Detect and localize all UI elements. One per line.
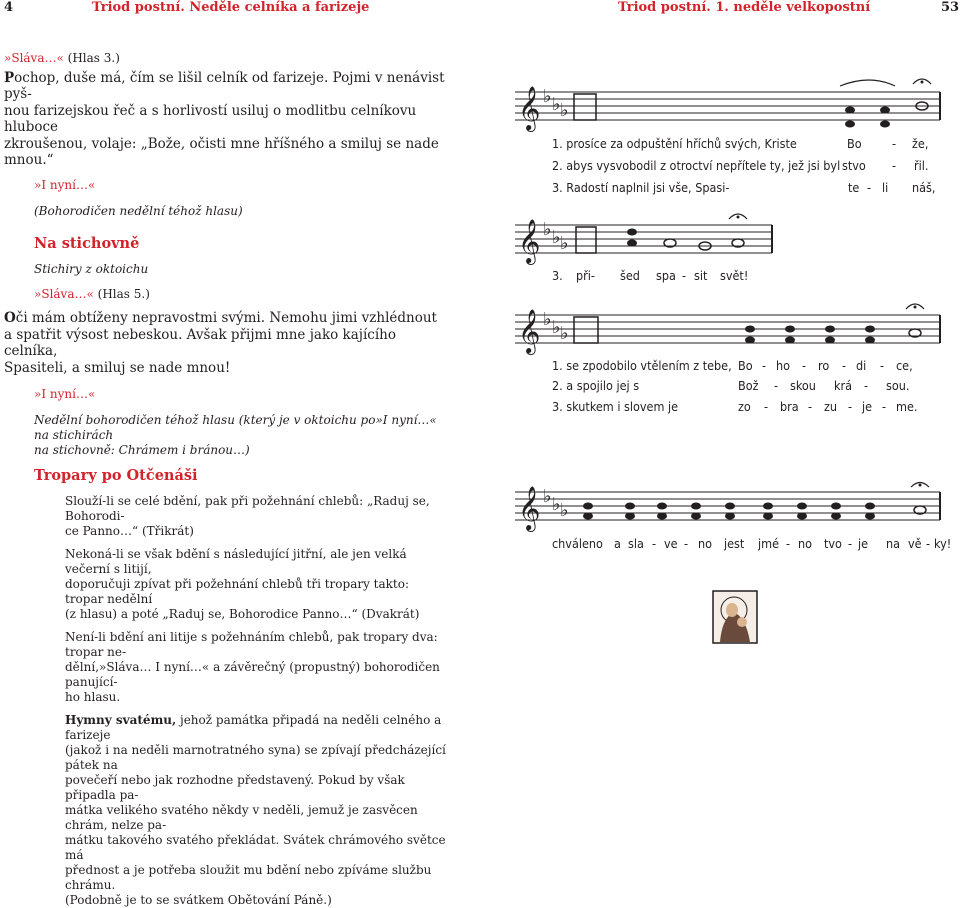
rubric-line: (Podobně je to se svátkem Obětování Páně.)	[65, 893, 332, 907]
flat-icon: ♭	[543, 86, 552, 107]
music-staff-1	[510, 72, 950, 136]
i-nyni-1: »I nyní…«	[34, 177, 96, 192]
heading-na-stichovne: Na stichovně	[34, 234, 140, 252]
bohorodicen-note-2b: na stichovně: Chrámem i bránou…)	[34, 442, 250, 457]
rubric-line: Není-li bdění ani litije s požehnáním chlebů, pak tropary dva: tropar ne-	[65, 630, 438, 659]
flat-icon: ♭	[560, 100, 569, 121]
right-running-title: Triod postní. 1. neděle velkopostní	[618, 0, 871, 15]
treble-clef-icon: 𝄞	[518, 486, 541, 530]
rubric-line: mátka velikého svatého někdy v neděli, jemuž je zasvěcen chrám, nelze pa-	[65, 803, 418, 832]
flat-icon: ♭	[560, 500, 569, 521]
left-page-number: 4	[4, 0, 14, 15]
rubric-line: povečeří nebo jak rozhodne představený. Pokud by však připadla pa-	[65, 773, 405, 802]
note-chords-icon	[583, 503, 875, 520]
rubric-line: Nekoná-li se však bdění s následující jitřní, ale jen velká večerní s litijí,	[65, 547, 407, 576]
rubric-line: doporučuji zpívat při požehnání chlebů tři tropary takto: tropar nedělní	[65, 577, 410, 606]
bohorodicen-note-2a: Nedělní bohorodičen téhož hlasu (který je v oktoichu po»I nyní…« na stichirách	[34, 412, 437, 442]
rubric-line: Slouží-li se celé bdění, pak při požehnání chlebů: „Raduj se, Bohorodi-	[65, 494, 430, 523]
paragraph-line: a spatřit výsost nebeskou. Avšak přijmi mne jako kajícího celníka,	[4, 326, 396, 359]
rubric-line: (z hlasu) a poté „Raduj se, Bohorodice Panno…“ (Dvakrát)	[65, 607, 420, 621]
right-page-number: 53	[941, 0, 960, 15]
rubric-block	[65, 494, 450, 908]
rubric-line: mátku takového svatého překládat. Svátek chrámového světce má	[65, 833, 446, 862]
breve-note-icon	[574, 317, 598, 343]
music-staff-4	[510, 478, 950, 534]
breve-note-icon	[574, 94, 596, 120]
heading-tropary: Tropary po Otčenáši	[34, 466, 198, 484]
paragraph-line: mnou.“	[4, 152, 54, 168]
treble-clef-icon: 𝄞	[518, 219, 541, 263]
note-icon	[880, 107, 890, 114]
note-icon	[845, 121, 855, 128]
rubric-line: přednost a je potřeba sloužit mu bdění nebo zpíváme službu chrámu.	[65, 863, 432, 892]
music-staff-2	[510, 205, 780, 265]
paragraph-line: nou farizejskou řeč a s horlivostí usiluj o modlitbu celníkovu hluboce	[4, 102, 417, 135]
rubric-line: (jakož i na neděli marnotratného syna) se zpívají předcházející pátek na	[65, 743, 446, 772]
slur-icon	[840, 80, 895, 86]
note-icon	[627, 240, 637, 247]
theotokos-icon	[712, 590, 758, 644]
paragraph-line: zkroušenou, volaje: „Bože, očisti mne hříšného a smiluj se nade	[4, 135, 439, 152]
flat-icon: ♭	[543, 309, 552, 330]
flat-icon: ♭	[560, 323, 569, 344]
note-icon	[880, 121, 890, 128]
flat-icon: ♭	[552, 227, 561, 248]
i-nyni-2: »I nyní…«	[34, 387, 96, 401]
treble-clef-icon: 𝄞	[518, 86, 541, 130]
note-icon	[627, 229, 637, 236]
flat-icon: ♭	[543, 486, 552, 507]
flat-icon: ♭	[543, 219, 552, 240]
slava-hlas-5: »Sláva…« (Hlas 5.)	[34, 286, 150, 301]
paragraph-pochop: Pochop, duše má, čím se lišil celník od farizeje. Pojmi v nenávist pyš-	[4, 69, 445, 102]
rubric-line: ce Panno…“ (Třikrát)	[65, 524, 194, 538]
flat-icon: ♭	[552, 317, 561, 338]
music-staff-3	[510, 295, 950, 357]
rubric-line: ho hlasu.	[65, 690, 121, 704]
flat-icon: ♭	[560, 233, 569, 254]
breve-note-icon	[576, 227, 596, 253]
treble-clef-icon: 𝄞	[518, 309, 541, 353]
rubric-line: dělní,»Sláva… I nyní…« a závěrečný (propustný) bohorodičen panující-	[65, 660, 440, 689]
slava-hlas-3: »Sláva…« (Hlas 3.)	[4, 51, 120, 65]
left-column	[4, 50, 450, 908]
flat-icon: ♭	[552, 494, 561, 515]
paragraph-line: Spasiteli, a smiluj se nade mnou!	[4, 359, 231, 376]
note-chords-icon	[745, 326, 875, 344]
rubric-line: Hymny svatému, jehož památka připadá na neděli celného a farizeje	[65, 713, 442, 742]
stichiry-note: Stichiry z oktoichu	[34, 262, 149, 276]
left-running-title: Triod postní. Neděle celníka a farizeje	[92, 0, 370, 15]
bohorodicen-note-1: (Bohorodičen nedělní téhož hlasu)	[34, 204, 243, 218]
flat-icon: ♭	[552, 94, 561, 115]
note-icon	[845, 107, 855, 114]
paragraph-oci: Oči mám obtíženy nepravostmi svými. Nemohu jimi vzhlédnout	[4, 310, 437, 326]
